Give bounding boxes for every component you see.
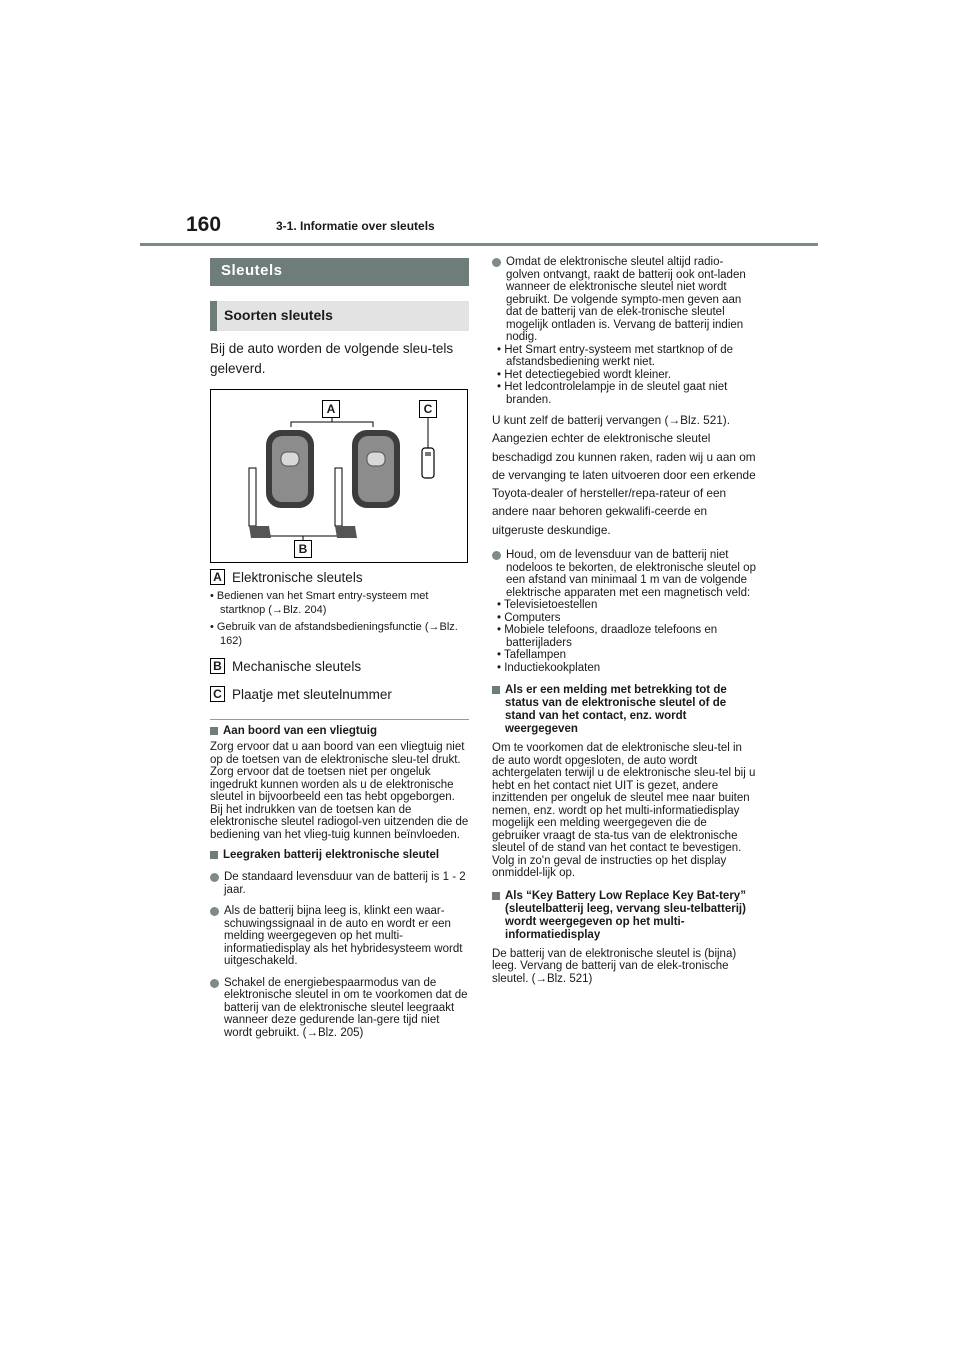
list-item: De standaard levensduur van de batterij is 1 - 2 jaar. <box>210 871 469 896</box>
circle-bullet-icon <box>492 551 501 560</box>
section-melding-text: Om te voorkomen dat de elektronische sleu-tel in de auto wordt opgesloten, de auto wordt achtergelaten terwijl u de elektronische sleu-tel bij u hebt en het contact niet UIT is gezet, andere inzittenden per ongeluk de sleutel mee naar buiten nemen, enz. wordt op het multi-informatiedisplay mogelijk een melding weergegeven die de gebruiker vraagt de sta-tus van de elektronische sleutel of de stand van het contact te bevestigen. Volg in zo'n geval de instructies op het display onmiddel-lijk op. <box>492 742 756 880</box>
item-c-label: Plaatje met sleutelnummer <box>232 686 392 702</box>
separator <box>210 719 469 720</box>
list-item: • Televisietoestellen <box>497 599 598 612</box>
intro-text: Bij de auto worden de volgende sleu-tels geleverd. <box>210 341 454 376</box>
circle-bullet-icon <box>210 907 219 916</box>
list-item: Als de batterij bijna leeg is, klinkt een waar-schuwingssignaal in de auto en wordt er een melding weergegeven op het multi-informatiedisplay als het hybridesysteem wordt uitgeschakeld. <box>210 905 469 968</box>
list-item: • Gebruik van de afstandsbedieningsfunctie (→Blz. 162) <box>210 621 458 647</box>
magnetic-field-item: Houd, om de levensduur van de batterij niet nodeloos te bekorten, de elektronische sleutel op een afstand van minimaal 1 m van de volgende elektrische apparaten met een magnetisch veld: <box>492 549 756 599</box>
list-item: Schakel de energiebespaarmodus van de elektronische sleutel in om te voorkomen dat de batterij van de elektronische sleutel leegraakt wanneer deze gedurende lan-gere tijd niet wordt gebruikt. (→Blz. 205) <box>210 977 469 1040</box>
section-vliegtuig-title: Aan boord van een vliegtuig <box>210 725 469 738</box>
square-bullet-icon <box>492 892 500 900</box>
list-item: • Mobiele telefoons, draadloze telefoons en batterijladers <box>497 624 718 649</box>
heading-soorten-sleutels: Soorten sleutels <box>210 301 469 331</box>
section-vliegtuig-text: Zorg ervoor dat u aan boord van een vliegtuig niet op de toetsen van de elektronische sleu-tel drukt. Zorg ervoor dat de toetsen niet per ongeluk ingedrukt kunnen worden als u de elektronische sleutel in bijvoorbeeld een tas hebt opgeborgen. Bij het indrukken van de toetsen kan de elektronische sleutel radiogol-ven uitzenden die de bediening van het vlieg-tuig kunnen beïnvloeden. <box>210 741 469 841</box>
section-key-battery-title: Als “Key Battery Low Replace Key Bat-tery” (sleutelbatterij leeg, vervang sleu-telbatterij) wordt weergegeven op het multi-informatiedisplay <box>492 890 756 942</box>
circle-bullet-icon <box>210 873 219 882</box>
list-item: • Tafellampen <box>497 649 567 662</box>
item-b-row <box>210 658 469 674</box>
item-a-label: Elektronische sleutels <box>232 569 363 585</box>
figure-label-c: C <box>419 400 437 418</box>
right-column <box>492 256 756 985</box>
figure-label-b: B <box>294 540 312 558</box>
replacement-paragraph: U kunt zelf de batterij vervangen (→Blz. 521). Aangezien echter de elektronische sleutel beschadigd zou kunnen raken, raden wij u aan om de vervanging te laten uitvoeren door een erkende Toyota-dealer of hersteller/repa-rateur of een andere naar behoren gekwalifi-ceerde en uitgeruste deskundige. <box>492 413 756 537</box>
list-item: • Het ledcontrolelampje in de sleutel gaat niet branden. <box>497 381 728 406</box>
item-a-bullets <box>210 589 469 648</box>
square-bullet-icon <box>210 851 218 859</box>
list-item: • Het detectiegebied wordt kleiner. <box>497 368 672 381</box>
battery-info-item: Omdat de elektronische sleutel altijd radio-golven ontvangt, raakt de batterij ook ont-laden wanneer de elektronische sleutel niet wordt gebruikt. De volgende sympto-men geven aan dat de batterij van de elek-tronische sleutel mogelijk ontladen is. Vervang de batterij indien nodig. <box>492 256 756 344</box>
heading-sleutels: Sleutels <box>210 258 469 286</box>
item-c-row <box>210 686 469 702</box>
item-c-letter: C <box>210 686 225 702</box>
list-item: • Computers <box>497 611 561 624</box>
circle-bullet-icon <box>210 979 219 988</box>
circle-bullet-icon <box>492 258 501 267</box>
symptom-list <box>492 344 756 407</box>
section-key-battery-text: De batterij van de elektronische sleutel is (bijna) leeg. Vervang de batterij van de elek-tronische sleutel. (→Blz. 521) <box>492 947 737 985</box>
square-bullet-icon <box>210 727 218 735</box>
page-number: 160 <box>186 213 222 236</box>
list-item: • Inductiekookplaten <box>497 661 601 674</box>
list-item: • Het Smart entry-systeem met startknop of de afstandsbediening werkt niet. <box>497 343 734 368</box>
item-b-label: Mechanische sleutels <box>232 658 362 674</box>
item-a-letter: A <box>210 569 225 585</box>
devices-list <box>492 599 756 674</box>
figure-label-a: A <box>322 400 340 418</box>
section-batterij-title: Leegraken batterij elektronische sleutel <box>210 849 469 862</box>
header-rule <box>140 243 818 246</box>
section-heading: 3-1. Informatie over sleutels <box>276 219 435 233</box>
item-b-letter: B <box>210 658 225 674</box>
keys-figure <box>210 389 468 563</box>
section-melding-title: Als er een melding met betrekking tot de status van de elektronische sleutel of de stand van het contact, enz. wordt weergegeven <box>492 684 756 736</box>
list-item: • Bedienen van het Smart entry-systeem met startknop (→Blz. 204) <box>210 590 429 616</box>
square-bullet-icon <box>492 686 500 694</box>
item-a-row <box>210 569 469 585</box>
left-column <box>210 258 469 1039</box>
